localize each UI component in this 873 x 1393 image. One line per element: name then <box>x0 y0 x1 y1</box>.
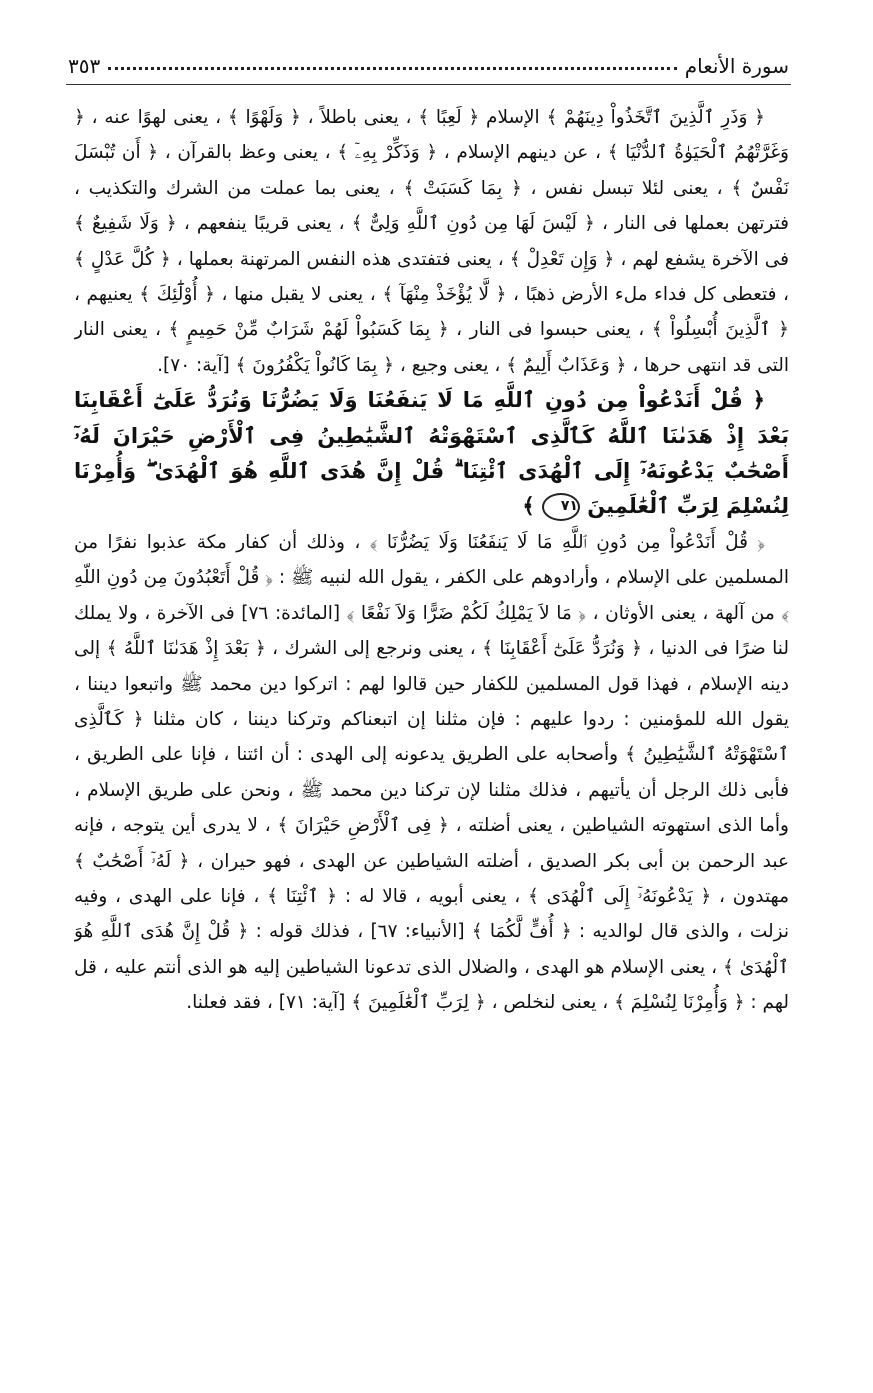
page-body <box>74 100 789 1337</box>
commentary-paragraph-1: ﴿ وَذَرِ ٱلَّذِينَ ٱتَّخَذُواْ دِينَهُمْ ﴾ الإسلام ﴿ لَعِبًا ﴾ ، يعنى باطلاً ، ﴿ وَلَهْوًا ﴾ ، يعنى لهوًا عنه ، ﴿ وَغَرَّتْهُمُ ٱلْحَيَوٰةُ ٱلدُّنْيَا ﴾ ، عن دينهم الإسلام ، ﴿ وَذَكِّرْ بِهِۦٓ ﴾ ، يعنى وعظ بالقرآن ، ﴿ أَن تُبْسَلَ نَفْسٌ ﴾ ، يعنى لئلا تبسل نفس ، ﴿ بِمَا كَسَبَتْ ﴾ ، يعنى بما عملت من الشرك والتكذيب ، فترتهن بعملها فى النار ، ﴿ لَيْسَ لَهَا مِن دُونِ ٱللَّهِ وَلِىٌّ ﴾ ، يعنى قريبًا ينفعهم ، ﴿ وَلَا شَفِيعٌ ﴾ فى الآخرة يشفع لهم ، ﴿ وَإِن تَعْدِلْ ﴾ ، يعنى فتفتدى هذه النفس المرتهنة بعملها ، ﴿ كُلَّ عَدْلٍ ﴾ ، فتعطى كل فداء ملء الأرض ذهبًا ، ﴿ لَّا يُؤْخَذْ مِنْهَآ ﴾ ، يعنى لا يقبل منها ، ﴿ أُوْلَٰٓئِكَ ﴾ يعنيهم ، ﴿ ٱلَّذِينَ أُبْسِلُواْ ﴾ ، يعنى حبسوا فى النار ، ﴿ بِمَا كَسَبُواْ لَهُمْ شَرَابٌ مِّنْ حَمِيمٍ ﴾ ، يعنى النار التى قد انتهى حرها ، ﴿ وَعَذَابٌ أَلِيمٌ ﴾ ، يعنى وجيع ، ﴿ بِمَا كَانُواْ يَكْفُرُونَ ﴾ [آية: ٧٠]. <box>74 107 789 376</box>
commentary-paragraph-2: ﴿ قُلْ أَنَدْعُواْ مِن دُونِ ٱللَّهِ مَا لَا يَنفَعُنَا وَلَا يَضُرُّنَا ﴾ ، وذلك أن كفار مكة عذبوا نفرًا من المسلمين على الإسلام ، وأرادوهم على الكفر ، يقول الله لنبيه ﷺ : ﴿ قُلْ أَتَعْبُدُونَ مِن دُونِ اللّهِ ﴾ من آلهة ، يعنى الأوثان ، ﴿ مَا لاَ يَمْلِكُ لَكُمْ ضَرًّا وَلاَ نَفْعًا ﴾ [المائدة: ٧٦] فى الآخرة ، ولا يملك لنا ضرًا فى الدنيا ، ﴿ وَنُرَدُّ عَلَىٰٓ أَعْقَابِنَا ﴾ ، يعنى ونرجع إلى الشرك ، ﴿ بَعْدَ إِذْ هَدَىٰنَا ٱللَّهُ ﴾ إلى دينه الإسلام ، فهذا قول المسلمين للكفار حين قالوا لهم : اتركوا دين محمد ﷺ واتبعوا ديننا ، يقول الله للمؤمنين : ردوا عليهم : فإن مثلنا إن اتبعناكم وتركنا ديننا ، كان مثلنا ﴿ كَٱلَّذِى ٱسْتَهْوَتْهُ ٱلشَّيَٰطِينُ ﴾ وأصحابه على الطريق يدعونه إلى الهدى : أن ائتنا ، فإنا على الطريق ، فأبى ذلك الرجل أن يأتيهم ، فذلك مثلنا لإن تركنا دين محمد ﷺ ، ونحن على طريق الإسلام ، وأما الذى استهوته الشياطين ، يعنى أضلته ، ﴿ فِى ٱلْأَرْضِ حَيْرَانَ ﴾ ، لا يدرى أين يتوجه ، فإنه عبد الرحمن بن أبى بكر الصديق ، أضلته الشياطين عن الهدى ، فهو حيران ، ﴿ لَهُۥٓ أَصْحَٰبٌ ﴾ مهتدون ، ﴿ يَدْعُونَهُۥٓ إِلَى ٱلْهُدَى ﴾ ، يعنى أبويه ، قالا له : ﴿ ٱئْتِنَا ﴾ ، فإنا على الهدى ، وفيه نزلت ، والذى قال لوالديه : ﴿ أُفٍّ لَّكُمَا ﴾ [الأنبياء: ٦٧] ، فذلك قوله : ﴿ قُلْ إِنَّ هُدَى ٱللَّهِ هُوَ ٱلْهُدَىٰ ﴾ ، يعنى الإسلام هو الهدى ، والضلال الذى تدعونا الشياطين إليه هو الذى أنتم عليه ، قل لهم : ﴿ وَأُمِرْنَا لِنُسْلِمَ ﴾ ، يعنى لنخلص ، ﴿ لِرَبِّ ٱلْعَٰلَمِينَ ﴾ [آية: ٧١] ، فقد فعلنا. <box>74 531 789 1014</box>
page-number: ٣٥٣ <box>68 54 101 78</box>
verse-block: ﴿ قُلْ أَنَدْعُواْ مِن دُونِ ٱللَّهِ مَا لَا يَنفَعُنَا وَلَا يَضُرُّنَا وَنُرَدُّ عَلَىٰٓ أَعْقَابِنَا بَعْدَ إِذْ هَدَىٰنَا ٱللَّهُ كَٱلَّذِى ٱسْتَهْوَتْهُ ٱلشَّيَٰطِينُ فِى ٱلْأَرْضِ حَيْرَانَ لَهُۥٓ أَصْحَٰبٌ يَدْعُونَهُۥٓ إِلَى ٱلْهُدَى ٱئْتِنَا ۗ قُلْ إِنَّ هُدَى ٱللَّهِ هُوَ ٱلْهُدَىٰ ۖ وَأُمِرْنَا لِنُسْلِمَ لِرَبِّ ٱلْعَٰلَمِينَ ٧١ ﴾ <box>74 383 789 525</box>
header-rule <box>66 84 791 85</box>
surah-title: سورة الأنعام <box>684 54 789 78</box>
header-dotted-leader <box>108 67 677 70</box>
ayah-number-marker: ٧١ <box>542 493 580 521</box>
page-header <box>68 44 789 78</box>
verse-text: ﴿ قُلْ أَنَدْعُواْ مِن دُونِ ٱللَّهِ مَا لَا يَنفَعُنَا وَلَا يَضُرُّنَا وَنُرَدُّ عَلَىٰٓ أَعْقَابِنَا بَعْدَ إِذْ هَدَىٰنَا ٱللَّهُ كَٱلَّذِى ٱسْتَهْوَتْهُ ٱلشَّيَٰطِينُ فِى ٱلْأَرْضِ حَيْرَانَ لَهُۥٓ أَصْحَٰبٌ يَدْعُونَهُۥٓ إِلَى ٱلْهُدَى ٱئْتِنَا ۗ قُلْ إِنَّ هُدَى ٱللَّهِ هُوَ ٱلْهُدَىٰ ۖ وَأُمِرْنَا لِنُسْلِمَ لِرَبِّ ٱلْعَٰلَمِينَ <box>74 388 789 519</box>
